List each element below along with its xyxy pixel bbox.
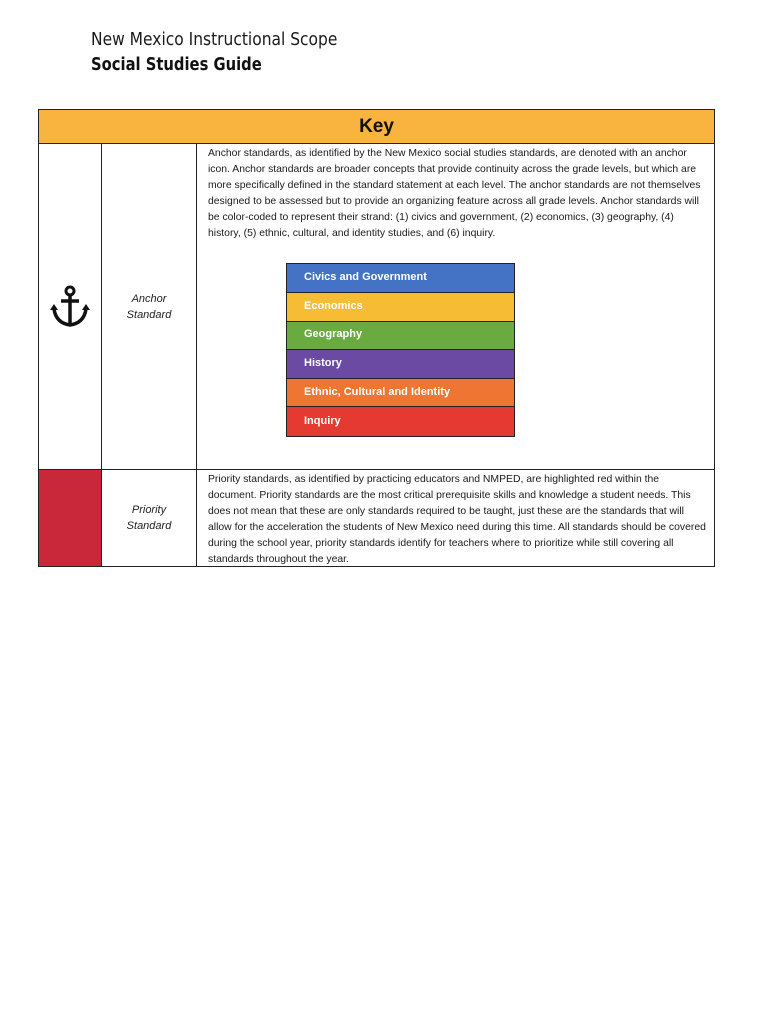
strand-geography: Geography — [287, 322, 514, 351]
anchor-icon — [50, 285, 90, 329]
anchor-standard-description: Anchor standards, as identified by the New Mexico social studies standards, are denoted with an anchor icon. Anchor standards are broader concepts that provide continuity across the grade levels, but which are more specifically defined in the standard statement at each level. The anchor standards are not themselves designed to be assessed but to provide an organizing feature across all grade levels. Anchor standards will be color-coded to represent their strand: (1) civics and government, (2) economics, (3) geography, (4) history, (5) ethnic, cultural, and identity studies, and (6) inquiry. — [208, 148, 701, 239]
anchor-label-line1: Anchor — [131, 292, 167, 305]
document-subtitle: Social Studies Guide — [91, 54, 262, 75]
key-table — [38, 109, 715, 567]
strand-economics: Economics — [287, 293, 514, 322]
strand-civics-government: Civics and Government — [287, 264, 514, 293]
anchor-standard-row — [39, 144, 714, 470]
priority-standard-description: Priority standards, as identified by practicing educators and NMPED, are highlighted red within the document. Priority standards are the most critical prerequisite skills and knowledge a student needs. This does not mean that these are only standards required to be taught, just these are the standards that will allow for the acceleration the students of New Mexico need during this time. All standards should be covered during the school year, priority standards identify for teachers where to prioritize while still covering all standards throughout the year. — [208, 474, 706, 565]
priority-label-line1: Priority — [131, 504, 167, 516]
strand-color-legend — [286, 263, 515, 437]
priority-swatch-cell — [39, 470, 102, 566]
key-heading: Key — [39, 110, 714, 144]
priority-standard-description-cell — [197, 470, 714, 566]
anchor-standard-description-cell — [197, 144, 714, 469]
strand-history: History — [287, 350, 514, 379]
anchor-icon-cell — [39, 144, 102, 469]
priority-standard-row — [39, 470, 714, 566]
priority-red-swatch — [39, 470, 101, 566]
document-title: New Mexico Instructional Scope — [91, 29, 338, 50]
strand-inquiry: Inquiry — [287, 407, 514, 436]
anchor-standard-label — [102, 144, 197, 469]
anchor-label-line2: Standard — [126, 308, 172, 321]
priority-label-line2: Standard — [126, 520, 172, 532]
priority-standard-label — [102, 470, 197, 566]
strand-ethnic-cultural-identity: Ethnic, Cultural and Identity — [287, 379, 514, 408]
